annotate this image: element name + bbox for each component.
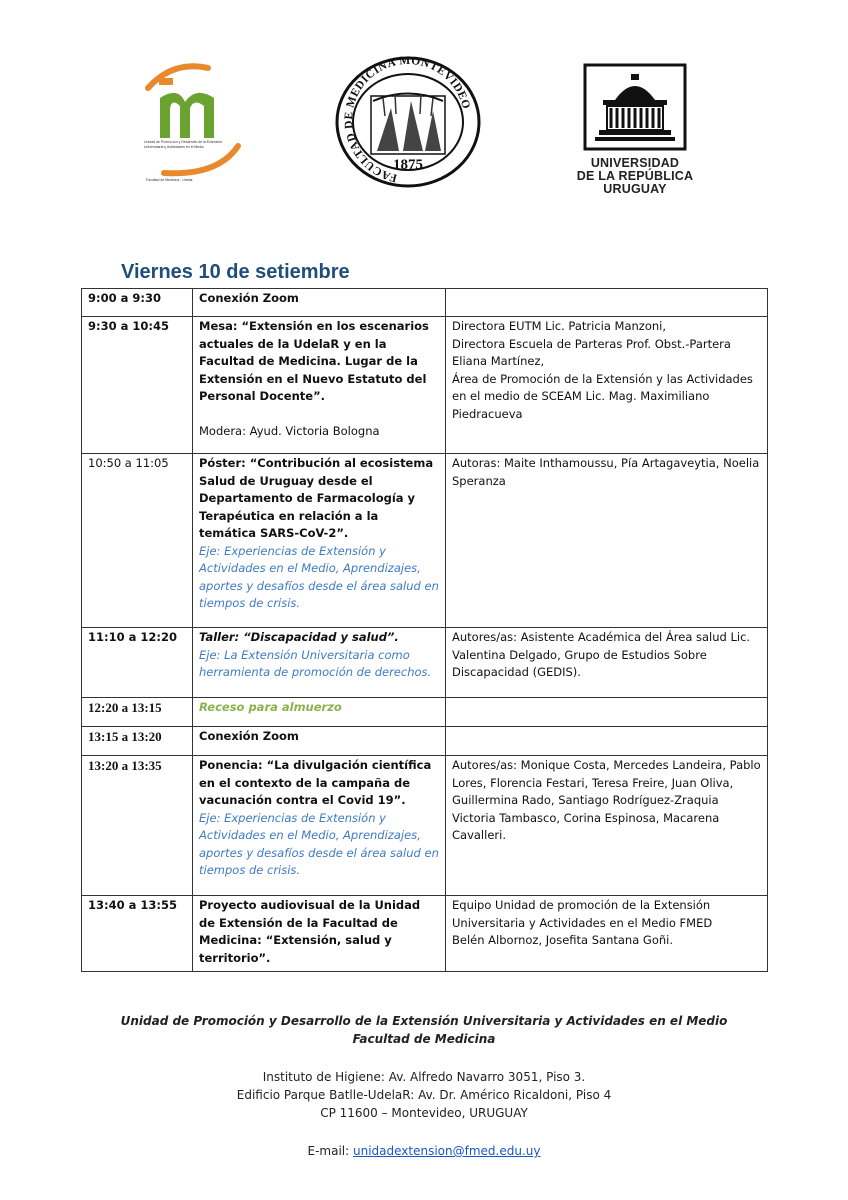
time-cell: 10:50 a 11:05 [82, 454, 193, 628]
speakers-cell [446, 289, 768, 317]
time-cell: 13:20 a 13:35 [82, 756, 193, 896]
activity-cell [193, 454, 446, 628]
speakers-cell [446, 756, 768, 896]
table-row [82, 317, 768, 454]
table-row [82, 289, 768, 317]
table-row [82, 896, 768, 972]
footer-address-2: Edificio Parque Batlle-UdelaR: Av. Dr. Américo Ricaldoni, Piso 4 [236, 1088, 612, 1102]
speaker: Directora Escuela de Parteras Prof. Obst.-Partera Eliana Martínez, [452, 336, 731, 368]
activity-cell [193, 628, 446, 698]
table-row [82, 727, 768, 756]
speaker: Autoras: Maite Inthamoussu, Pía Artagaveytia, Noelia Speranza [452, 456, 760, 488]
extension-unit-logo [128, 58, 258, 188]
table-row [82, 698, 768, 727]
udelar-name-line3: URUGUAY [603, 182, 667, 196]
speakers-cell [446, 698, 768, 727]
footer-unit-name: Unidad de Promoción y Desarrollo de la Extensión Universitaria y Actividades en el Medio [120, 1014, 728, 1028]
speaker: Área de Promoción de la Extensión y las Actividades en el medio de SCEAM Lic. Mag. Maximiliano Piedracueva [452, 371, 753, 421]
svg-text:FACULTAD DE MEDICINA MONTEVIDE: FACULTAD DE MEDICINA MONTEVIDEO [342, 56, 472, 184]
time-cell: 9:00 a 9:30 [82, 289, 193, 317]
page-title: Viernes 10 de setiembre [121, 261, 350, 283]
activity-cell: Conexión Zoom [193, 289, 446, 317]
time-cell: 12:20 a 13:15 [82, 698, 193, 727]
speaker: Belén Albornoz, Josefita Santana Goñi. [452, 933, 673, 947]
speaker: Equipo Unidad de promoción de la Extensión Universitaria y Actividades en el Medio FMED [452, 898, 713, 930]
activity-cell [193, 317, 446, 454]
speaker: Autores/as: Asistente Académica del Área salud Lic. Valentina Delgado, Grupo de Estudios Sobre Discapacidad (GEDIS). [452, 630, 751, 679]
udelar-logo [565, 62, 705, 202]
udelar-name-line2: DE LA REPÚBLICA [576, 169, 694, 183]
activity-axis: Eje: La Extensión Universitaria como herramienta de promoción de derechos. [199, 647, 432, 679]
activity-axis: Eje: Experiencias de Extensión y Actividades en el Medio, Aprendizajes, aportes y desafíos desde el área salud en tiempos de crisis. [199, 810, 439, 877]
activity-axis: Eje: Experiencias de Extensión y Actividades en el Medio, Aprendizajes, aportes y desafíos desde el área salud en tiempos de crisis. [199, 543, 439, 610]
udelar-emblem-icon [565, 62, 705, 154]
activity-title: Ponencia: “La divulgación científica en el contexto de la campaña de vacunación contra el Covid 19”. [199, 758, 432, 807]
activity-cell [193, 756, 446, 896]
activity-cell: Proyecto audiovisual de la Unidad de Extensión de la Facultad de Medicina: “Extensión, salud y territorio”. [193, 896, 446, 972]
activity-title: Mesa: “Extensión en los escenarios actuales de la UdelaR y en la Facultad de Medicina. Lugar de la Extensión en el Nuevo Estatuto del Personal Docente”. [199, 319, 429, 403]
activity-cell: Conexión Zoom [193, 727, 446, 756]
moderator: Modera: Ayud. Victoria Bologna [199, 423, 380, 438]
email-link[interactable]: unidadextension@fmed.edu.uy [353, 1144, 541, 1158]
time-cell: 13:15 a 13:20 [82, 727, 193, 756]
footer-email-line [0, 1144, 848, 1158]
table-row [82, 756, 768, 896]
email-label: E-mail: [307, 1144, 350, 1158]
time-cell: 9:30 a 10:45 [82, 317, 193, 454]
extension-unit-caption: Unidad de Promoción y Desarrollo de la Extensión Universitaria y Actividades en el Medio [144, 140, 223, 149]
faculty-seal-logo [333, 56, 483, 188]
speaker: Autores/as: Monique Costa, Mercedes Landeira, Pablo Lores, Florencia Festari, Teresa Freire, Juan Oliva, Guillermina Rado, Santiago Rodríguez-Zraquia Victoria Tambasco, Corina Espinosa, Macarena Cavalleri. [452, 758, 761, 842]
speakers-cell [446, 454, 768, 628]
seal-year: 1875 [393, 157, 423, 173]
speakers-cell [446, 628, 768, 698]
activity-title: Taller: “Discapacidad y salud”. [199, 630, 399, 644]
table-row [82, 628, 768, 698]
speaker: Directora EUTM Lic. Patricia Manzoni, [452, 319, 667, 333]
speakers-cell [446, 727, 768, 756]
activity-cell: Receso para almuerzo [193, 698, 446, 727]
time-cell: 13:40 a 13:55 [82, 896, 193, 972]
footer-faculty: Facultad de Medicina [352, 1032, 496, 1046]
extension-unit-subcaption: Facultad de Medicina - Udelar [146, 178, 193, 182]
footer-address-3: CP 11600 – Montevideo, URUGUAY [320, 1106, 528, 1120]
table-row [82, 454, 768, 628]
time-cell: 11:10 a 12:20 [82, 628, 193, 698]
speakers-cell [446, 317, 768, 454]
activity-title: Póster: “Contribución al ecosistema Salud de Uruguay desde el Departamento de Farmacología y Terapéutica en relación a la temática SARS-CoV-2”. [199, 456, 434, 540]
footer-address-1: Instituto de Higiene: Av. Alfredo Navarro 3051, Piso 3. [262, 1070, 586, 1084]
schedule-table [81, 288, 768, 972]
speakers-cell [446, 896, 768, 972]
udelar-name-line1: UNIVERSIDAD [590, 156, 680, 170]
